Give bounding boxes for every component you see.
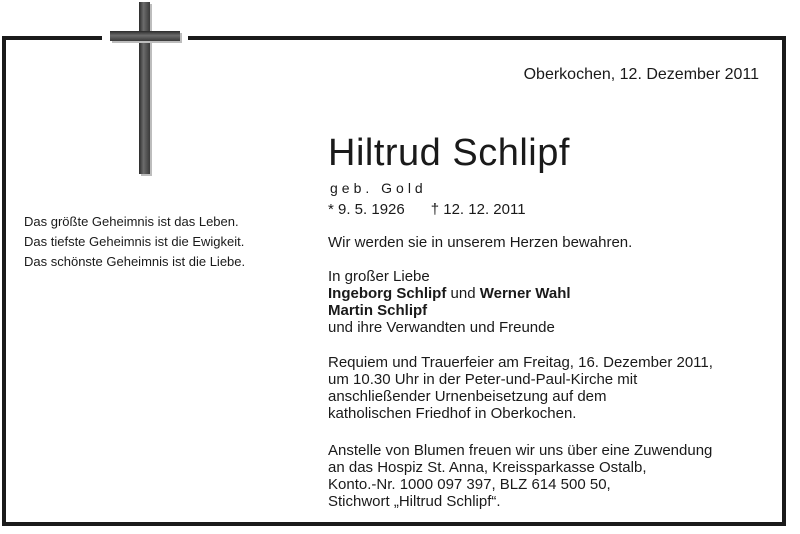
service-line: Requiem und Trauerfeier am Freitag, 16. Dezember 2011, (328, 354, 713, 371)
donation-line: an das Hospiz St. Anna, Kreissparkasse Ostalb, (328, 459, 647, 476)
sentiment: Wir werden sie in unserem Herzen bewahren. (328, 234, 633, 251)
cross-icon (139, 2, 150, 174)
quote-line: Das schönste Geheimnis ist die Liebe. (24, 254, 246, 269)
mourner-name: Martin Schlipf (328, 302, 428, 319)
life-dates (328, 200, 526, 220)
place-date: Oberkochen, 12. Dezember 2011 (523, 66, 759, 83)
mourners-closing: und ihre Verwandten und Freunde (328, 319, 555, 336)
cross-bar-icon (110, 31, 180, 41)
mourners-line (328, 285, 571, 302)
deceased-name: Hiltrud Schlipf (328, 132, 570, 174)
mourner-name: Ingeborg Schlipf (328, 285, 447, 302)
mourner-name: Werner Wahl (479, 285, 571, 302)
service-info (328, 354, 713, 422)
mourner-connector: und (446, 285, 480, 302)
service-line: um 10.30 Uhr in der Peter-und-Paul-Kirche mit (328, 371, 638, 388)
birth-date: * 9. 5. 1926 (328, 201, 405, 218)
donation-line: Anstelle von Blumen freuen wir uns über eine Zuwendung (328, 442, 713, 459)
quote-line: Das tiefste Geheimnis ist die Ewigkeit. (24, 234, 245, 249)
mourners-intro: In großer Liebe (328, 268, 430, 285)
donation-line: Stichwort „Hiltrud Schlipf“. (328, 493, 501, 510)
mourners (328, 268, 571, 336)
donation-line: Konto.-Nr. 1000 097 397, BLZ 614 500 50, (328, 476, 611, 493)
donation-info (328, 442, 712, 510)
service-line: katholischen Friedhof in Oberkochen. (328, 405, 577, 422)
quote (24, 212, 245, 272)
quote-line: Das größte Geheimnis ist das Leben. (24, 214, 239, 229)
service-line: anschließender Urnenbeisetzung auf dem (328, 388, 607, 405)
birth-name: geb. Gold (330, 180, 427, 196)
death-date: † 12. 12. 2011 (430, 201, 526, 218)
